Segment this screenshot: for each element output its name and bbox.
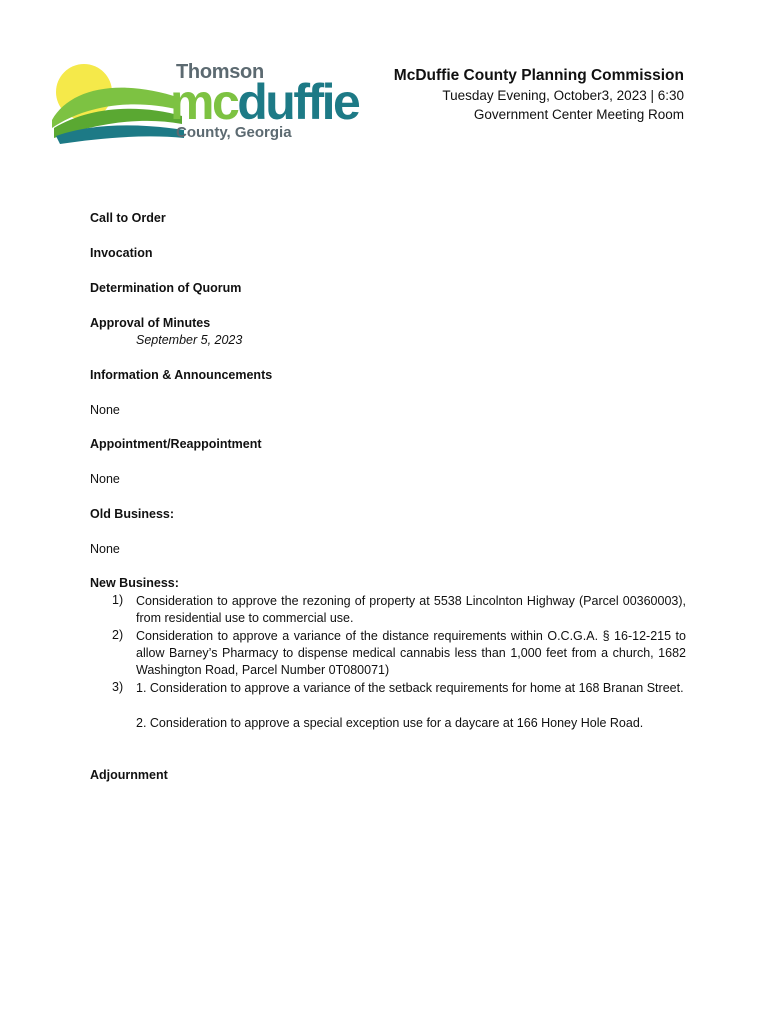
logo-mcduffie-text [170, 72, 358, 132]
meeting-location: Government Center Meeting Room [473, 107, 684, 122]
meeting-title: McDuffie County Planning Commission [393, 67, 684, 84]
appointment-reappointment: Appointment/Reappointment [90, 437, 262, 451]
item-number: 1) [112, 593, 124, 607]
logo-county-text: County, Georgia [176, 124, 292, 141]
old-business-none: None [90, 542, 120, 556]
item-number: 2) [112, 628, 124, 642]
new-business: New Business: [90, 576, 179, 590]
invocation: Invocation [90, 246, 153, 260]
appointment-none: None [90, 472, 120, 486]
item-text: Consideration to approve the rezoning of property at 5538 Lincolnton Highway (Parcel 00360003), from residential use to commercial use. [136, 594, 686, 625]
determination-of-quorum: Determination of Quorum [90, 281, 242, 295]
item-text: Consideration to approve a variance of the distance requirements within O.C.G.A. § 16-12-215 to allow Barney’s Pharmacy to dispense medical cannabis less than 1,000 feet from a church, 1682 Washington Road, Parcel Number 0T080071) [136, 629, 686, 677]
meeting-header [394, 66, 684, 124]
adjournment: Adjournment [90, 768, 168, 782]
item-text: 1. Consideration to approve a variance of the setback requirements for home at 168 Branan Street. [136, 681, 684, 695]
call-to-order: Call to Order [90, 211, 166, 225]
old-business: Old Business: [90, 507, 175, 521]
mcduffie-logo [50, 58, 395, 148]
approval-of-minutes: Approval of Minutes [90, 316, 211, 330]
meeting-date: Tuesday Evening, October3, 2023 | 6:30 [442, 88, 684, 103]
info-none: None [90, 403, 120, 417]
minutes-date: September 5, 2023 [136, 333, 243, 347]
item-text-secondary: 2. Consideration to approve a special exception use for a daycare at 166 Honey Hole Road. [136, 716, 644, 730]
logo-thomson-text: Thomson [176, 61, 264, 83]
logo-duffie: duffie [237, 74, 359, 130]
logo-mc: mc [170, 74, 238, 130]
logo-emblem-icon [50, 58, 190, 148]
information-announcements: Information & Announcements [90, 368, 273, 382]
item-number: 3) [112, 680, 124, 694]
